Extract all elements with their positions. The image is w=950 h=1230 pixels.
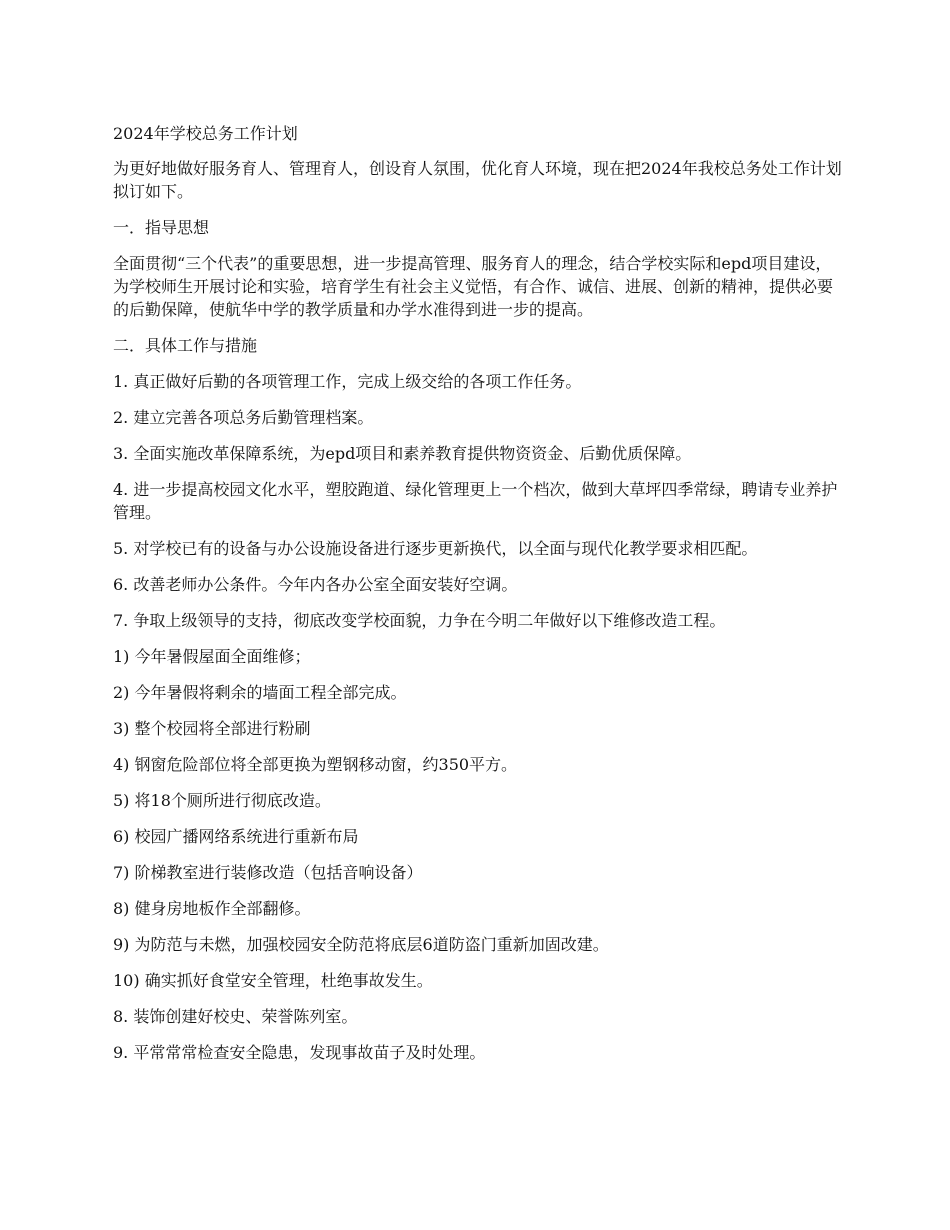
sub-list-item: 6) 校园广播网络系统进行重新布局 xyxy=(113,827,359,846)
sub-list-item: 3) 整个校园将全部进行粉刷 xyxy=(113,719,311,738)
sub-list-item: 8) 健身房地板作全部翻修。 xyxy=(113,899,311,918)
document-body xyxy=(113,122,843,1077)
sub-list-item: 4) 钢窗危险部位将全部更换为塑钢移动窗，约350平方。 xyxy=(113,755,518,774)
sub-list-item: 10) 确实抓好食堂安全管理，杜绝事故发生。 xyxy=(113,971,433,990)
list-item: 5. 对学校已有的设备与办公设施设备进行逐步更新换代，以全面与现代化教学要求相匹配。 xyxy=(113,539,758,558)
document-title: 2024年学校总务工作计划 xyxy=(113,124,298,143)
sub-list-item: 9) 为防范与未燃，加强校园安全防范将底层6道防盗门重新加固改建。 xyxy=(113,935,609,954)
list-item: 7. 争取上级领导的支持，彻底改变学校面貌，力争在今明二年做好以下维修改造工程。 xyxy=(113,611,726,630)
guiding-thought-paragraph: 全面贯彻“三个代表”的重要思想，进一步提高管理、服务育人的理念，结合学校实际和epd项目建设，为学校师生开展讨论和实验，培育学生有社会主义觉悟，有合作、诚信、进展、创新的精神，提供必要的后勤保障，使航华中学的教学质量和办学水准得到进一步的提高。 xyxy=(113,254,834,319)
list-item: 2. 建立完善各项总务后勤管理档案。 xyxy=(113,408,374,427)
list-item: 1. 真正做好后勤的各项管理工作，完成上级交给的各项工作任务。 xyxy=(113,372,582,391)
list-item: 3. 全面实施改革保障系统，为epd项目和素养教育提供物资资金、后勤优质保障。 xyxy=(113,444,692,463)
sub-list-item: 2) 今年暑假将剩余的墙面工程全部完成。 xyxy=(113,683,407,702)
sub-list-item: 7) 阶梯教室进行装修改造（包括音响设备） xyxy=(113,863,423,882)
list-item: 9. 平常常常检查安全隐患，发现事故苗子及时处理。 xyxy=(113,1043,486,1062)
sub-list-item: 1) 今年暑假屋面全面维修； xyxy=(113,647,311,666)
sub-list-item: 5) 将18个厕所进行彻底改造。 xyxy=(113,791,331,810)
section-heading-measures: 二．具体工作与措施 xyxy=(113,336,258,355)
list-item: 6. 改善老师办公条件。今年内各办公室全面安装好空调。 xyxy=(113,575,518,594)
section-heading-guiding-thought: 一．指导思想 xyxy=(113,218,210,237)
list-item: 8. 装饰创建好校史、荣誉陈列室。 xyxy=(113,1007,358,1026)
list-item: 4. 进一步提高校园文化水平，塑胶跑道、绿化管理更上一个档次，做到大草坪四季常绿，聘请专业养护管理。 xyxy=(113,480,838,522)
intro-paragraph: 为更好地做好服务育人、管理育人，创设育人氛围，优化育人环境，现在把2024年我校总务处工作计划拟订如下。 xyxy=(113,159,842,201)
